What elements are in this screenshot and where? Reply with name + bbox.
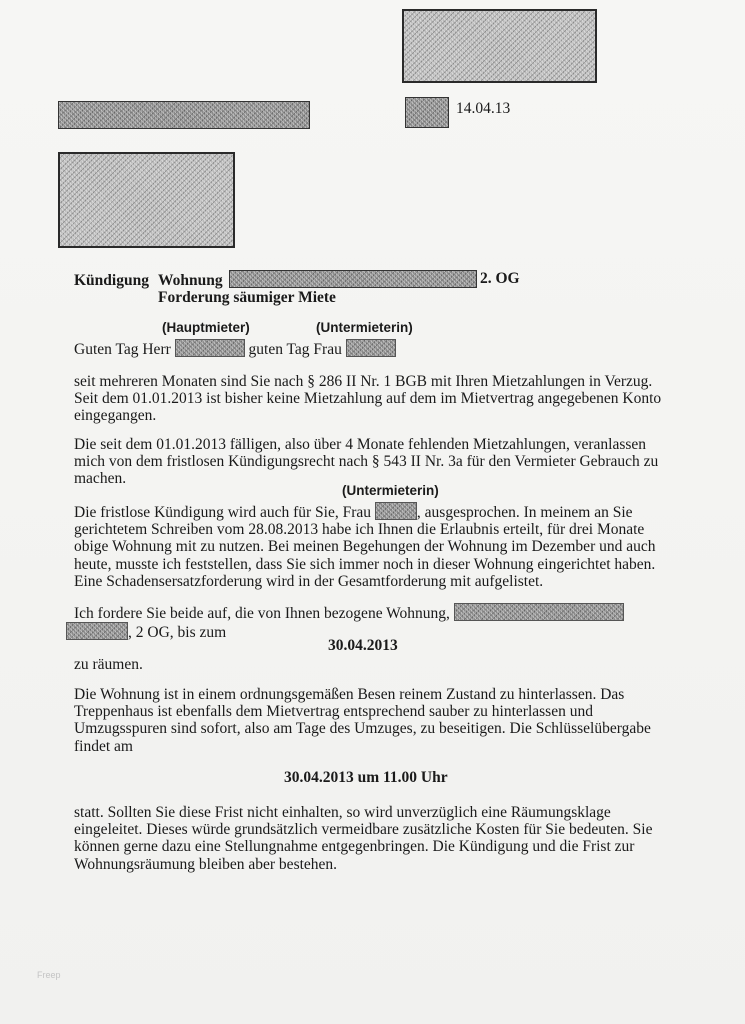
text-line: seit mehreren Monaten sind Sie nach § 286 II Nr. 1 BGB mit Ihren Mietzahlungen in Verzug. [74, 373, 653, 390]
greeting-part1: Guten Tag Herr [74, 341, 171, 358]
text-line: können gerne dazu eine Stellungnahme entgegenbringen. Die Kündigung und die Frist zur [74, 838, 635, 856]
p4-end: zu räumen. [74, 656, 143, 673]
text-line: machen. [74, 470, 127, 488]
watermark: Freep [37, 970, 61, 980]
annotation-untermieterin: (Untermieterin) [316, 320, 413, 335]
redacted-place [405, 97, 449, 128]
text-line: obige Wohnung mit zu nutzen. Bei meinen Begehungen der Wohnung im Dezember und auch [74, 538, 656, 556]
letter-date: 14.04.13 [456, 100, 511, 117]
subject-line2: Forderung säumiger Miete [158, 289, 336, 306]
p4-second: , 2 OG, bis zum [128, 624, 227, 642]
paragraph-1 [74, 373, 662, 425]
redacted-name-frau-2 [375, 502, 417, 520]
paragraph-5 [74, 686, 651, 755]
subject-floor: 2. OG [480, 270, 520, 287]
text-line: heute, musste ich feststellen, dass Sie sich immer noch in dieser Wohnung eingerichtet haben. [74, 555, 656, 573]
text-line: eingeleitet. Dieses würde grundsätzlich vermeidbare zusätzliche Kosten für Sie bedeuten. Sie [74, 821, 653, 839]
text-line: gerichtetem Schreiben vom 28.08.2013 habe ich Ihnen die Erlaubnis erteilt, für drei Monate [74, 521, 645, 539]
paragraph-3 [74, 502, 656, 590]
deadline-date-1: 30.04.2013 [328, 637, 398, 654]
text-line [74, 502, 634, 521]
p4-first: Ich fordere Sie beide auf, die von Ihnen bezogene Wohnung, [74, 605, 450, 622]
text-line: Treppenhaus ist ebenfalls dem Mietvertrag entsprechend sauber zu hinterlassen und [74, 703, 593, 721]
paragraph-2 [74, 436, 659, 488]
text-line: Die seit dem 01.01.2013 fälligen, also über 4 Monate fehlenden Mietzahlungen, veranlassen [74, 436, 647, 453]
text-line: findet am [74, 737, 133, 755]
subject-label: Kündigung [74, 272, 149, 289]
paragraph-6 [74, 804, 653, 873]
greeting-part2: guten Tag Frau [248, 341, 342, 358]
greeting-line [74, 339, 396, 358]
redacted-sender-line [58, 101, 310, 129]
redacted-name-frau [346, 339, 396, 357]
deadline-date-2: 30.04.2013 um 11.00 Uhr [284, 769, 448, 786]
annotation-hauptmieter: (Hauptmieter) [162, 320, 250, 335]
text-line: Eine Schadensersatzforderung wird in der Gesamtforderung mit aufgelistet. [74, 572, 544, 590]
p3-first-a: Die fristlose Kündigung wird auch für Sie, Frau [74, 504, 372, 521]
text-line: statt. Sollten Sie diese Frist nicht einhalten, so wird unverzüglich eine Räumungsklage [74, 804, 611, 821]
p3-first-b: , ausgesprochen. In meinem an Sie [416, 504, 633, 521]
redacted-recipient-address [58, 152, 235, 248]
text-line [74, 603, 634, 622]
redacted-name-herr [175, 339, 245, 357]
text-line: Seit dem 01.01.2013 ist bisher keine Mietzahlung auf dem im Mietvertrag angegebenen Konto [74, 390, 662, 408]
redacted-sender-block [402, 9, 597, 83]
text-line: Umzugsspuren sind sofort, also am Tage des Umzuges, zu beseitigen. Die Schlüsselübergabe [74, 720, 651, 738]
text-line: Die Wohnung ist in einem ordnungsgemäßen Besen reinem Zustand zu hinterlassen. Das [74, 686, 625, 703]
subject-wohnung: Wohnung [158, 272, 223, 289]
text-line: Wohnungsräumung bleiben aber bestehen. [74, 855, 338, 873]
redacted-address-2 [454, 603, 624, 621]
redacted-address-3 [66, 622, 128, 640]
redacted-address [229, 270, 477, 288]
text-line: mich von dem fristlosen Kündigungsrecht nach § 543 II Nr. 3a für den Vermieter Gebrauch zu [74, 453, 659, 471]
paragraph-4 [74, 603, 634, 641]
annotation-untermieterin-2: (Untermieterin) [342, 483, 439, 498]
text-line: eingegangen. [74, 407, 157, 425]
